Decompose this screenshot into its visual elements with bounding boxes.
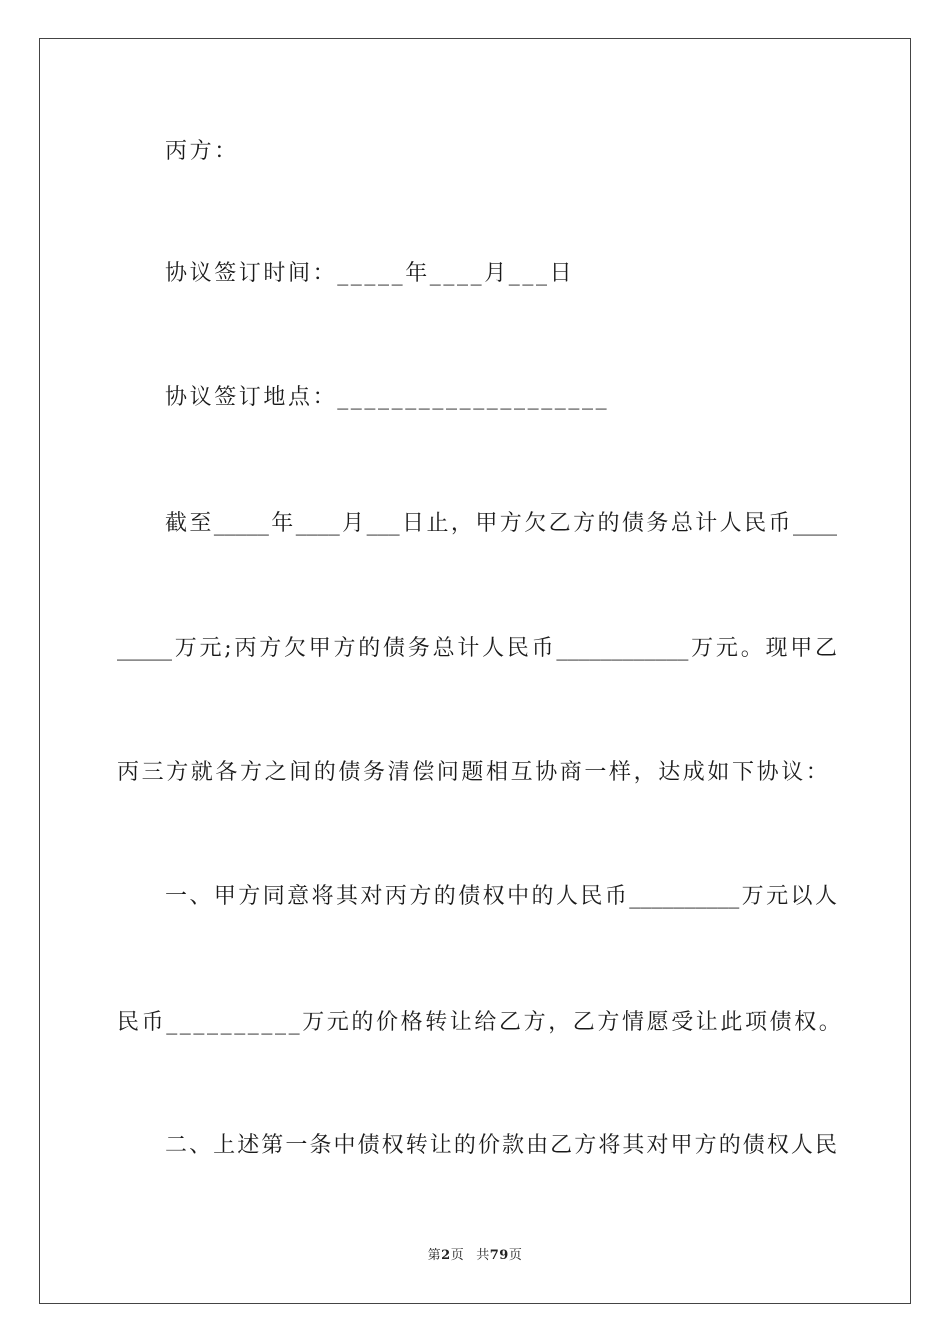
footer-total-suffix: 页 [508,1248,523,1263]
paragraph-line-3: 丙三方就各方之间的债务清偿问题相互协商一样，达成如下协议： [117,760,831,785]
party-c-label: 丙方： [165,139,239,164]
footer-page-number: 2 [441,1248,451,1263]
footer-total-prefix: 共 [476,1248,490,1263]
signing-place-line: 协议签订地点：____________________ [165,385,610,410]
signing-time-line: 协议签订时间：_____年____月___日 [165,261,575,286]
footer-page-suffix: 页 [450,1248,465,1263]
page-border [39,38,911,1304]
clause-one-line-1: 一、甲方同意将其对丙方的债权中的人民币__________万元以人 [165,884,837,909]
page-footer [0,1247,950,1265]
paragraph-line-1: 截至_____年____月___日止，甲方欠乙方的债务总计人民币____ [165,511,837,536]
clause-two-line-1: 二、上述第一条中债权转让的价款由乙方将其对甲方的债权人民 [165,1133,837,1158]
footer-total-pages: 79 [489,1248,509,1263]
clause-one-line-2: 民币__________万元的价格转让给乙方，乙方情愿受让此项债权。 [117,1010,844,1035]
paragraph-line-2: _____万元;丙方欠甲方的债务总计人民币____________万元。现甲乙 [117,636,837,661]
footer-page-prefix: 第 [427,1248,442,1263]
